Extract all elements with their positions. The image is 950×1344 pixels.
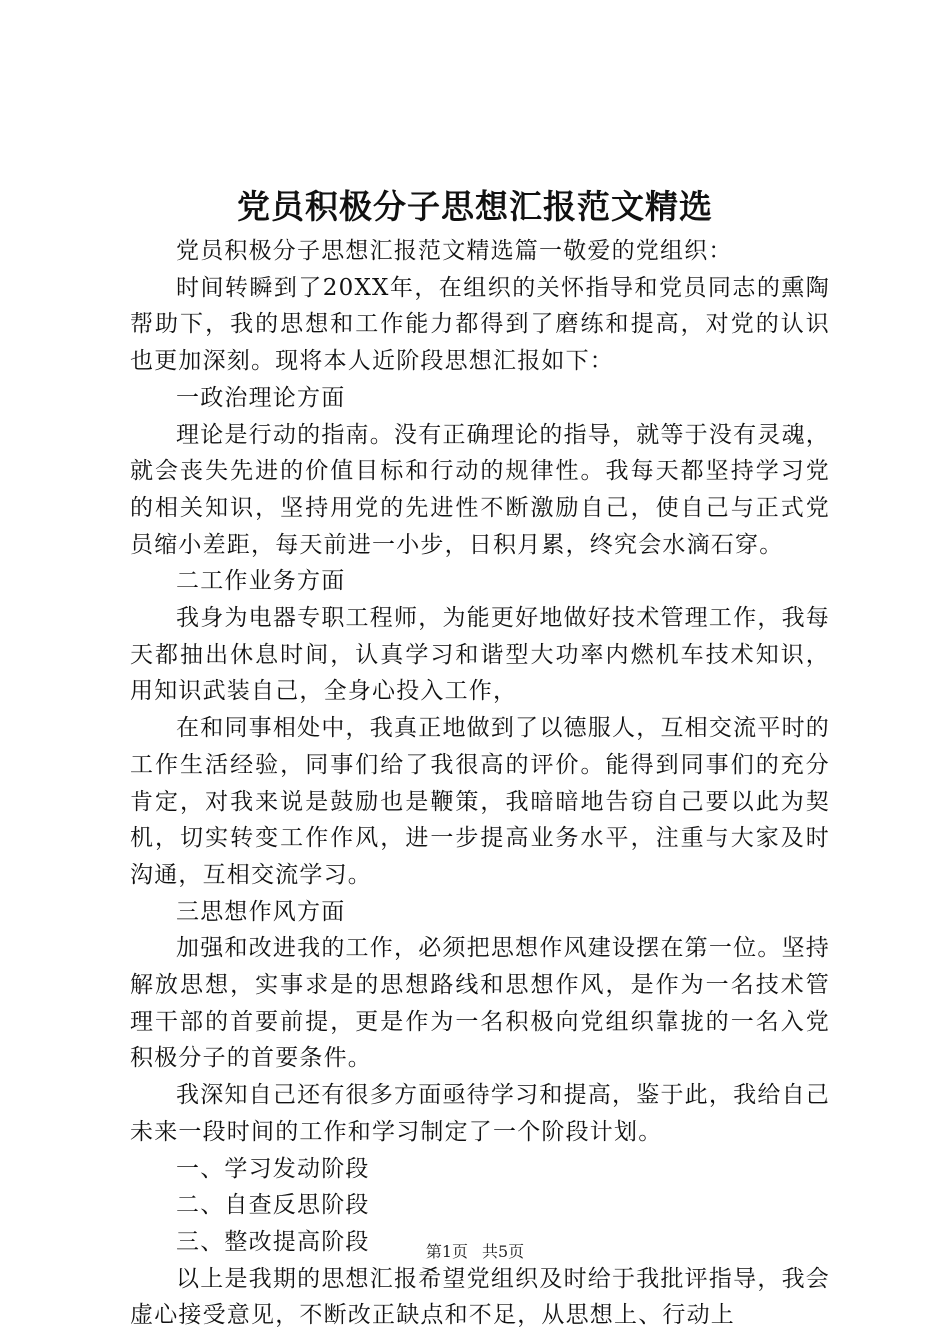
- page-number: 第1页: [425, 1242, 468, 1261]
- plan-item-3: 三、整改提高阶段: [176, 1228, 370, 1255]
- document-title: 党员积极分子思想汇报范文精选: [237, 187, 713, 226]
- page-total: 共5页: [482, 1242, 525, 1261]
- heading-work-business: 二工作业务方面: [176, 568, 346, 595]
- paragraph-salutation: 党员积极分子思想汇报范文精选篇一敬爱的党组织：: [176, 238, 733, 264]
- paragraph-plan: 我深知自己还有很多方面亟待学习和提高，鉴于此，我给自己未来一段时间的工作和学习制定了一个阶段计划。: [130, 1082, 830, 1145]
- paragraph-intro: 时间转瞬到了20XX年，在组织的关怀指导和党员同志的熏陶帮助下，我的思想和工作能力都得到了磨练和提高，对党的认识也更加深刻。现将本人近阶段思想汇报如下：: [130, 274, 830, 375]
- plan-item-1: 一、学习发动阶段: [176, 1155, 370, 1182]
- plan-item-2: 二、自查反思阶段: [176, 1192, 370, 1219]
- document-body: [130, 233, 830, 1334]
- heading-thinking-style: 三思想作风方面: [176, 898, 346, 925]
- paragraph-work-business: 我身为电器专职工程师，为能更好地做好技术管理工作，我每天都抽出休息时间，认真学习和谐型大功率内燃机车技术知识，用知识武装自己，全身心投入工作，: [130, 605, 830, 705]
- paragraph-colleagues: 在和同事相处中，我真正地做到了以德服人，互相交流平时的工作生活经验，同事们给了我很高的评价。能得到同事们的充分肯定，对我来说是鼓励也是鞭策，我暗暗地告窃自己要以此为契机，切实转变工作作风，进一步提高业务水平，注重与大家及时沟通，互相交流学习。: [130, 715, 830, 888]
- paragraph-political-theory: 理论是行动的指南。没有正确理论的指导，就等于没有灵魂，就会丧失先进的价值目标和行动的规律性。我每天都坚持学习党的相关知识，坚持用党的先进性不断激励自己，使自己与正式党员缩小差距，每天前进一小步，日积月累，终究会水滴石穿。: [130, 421, 830, 558]
- heading-political-theory: 一政治理论方面: [176, 384, 346, 411]
- paragraph-thinking-style: 加强和改进我的工作，必须把思想作风建设摆在第一位。坚持解放思想，实事求是的思想路线和思想作风，是作为一名技术管理干部的首要前提，更是作为一名积极向党组织靠拢的一名入党积极分子的首要条件。: [130, 935, 830, 1072]
- page-footer: [0, 1240, 950, 1264]
- paragraph-closing: 以上是我期的思想汇报希望党组织及时给于我批评指导，我会虚心接受意见，不断改正缺点和不足，从思想上、行动上: [130, 1265, 830, 1329]
